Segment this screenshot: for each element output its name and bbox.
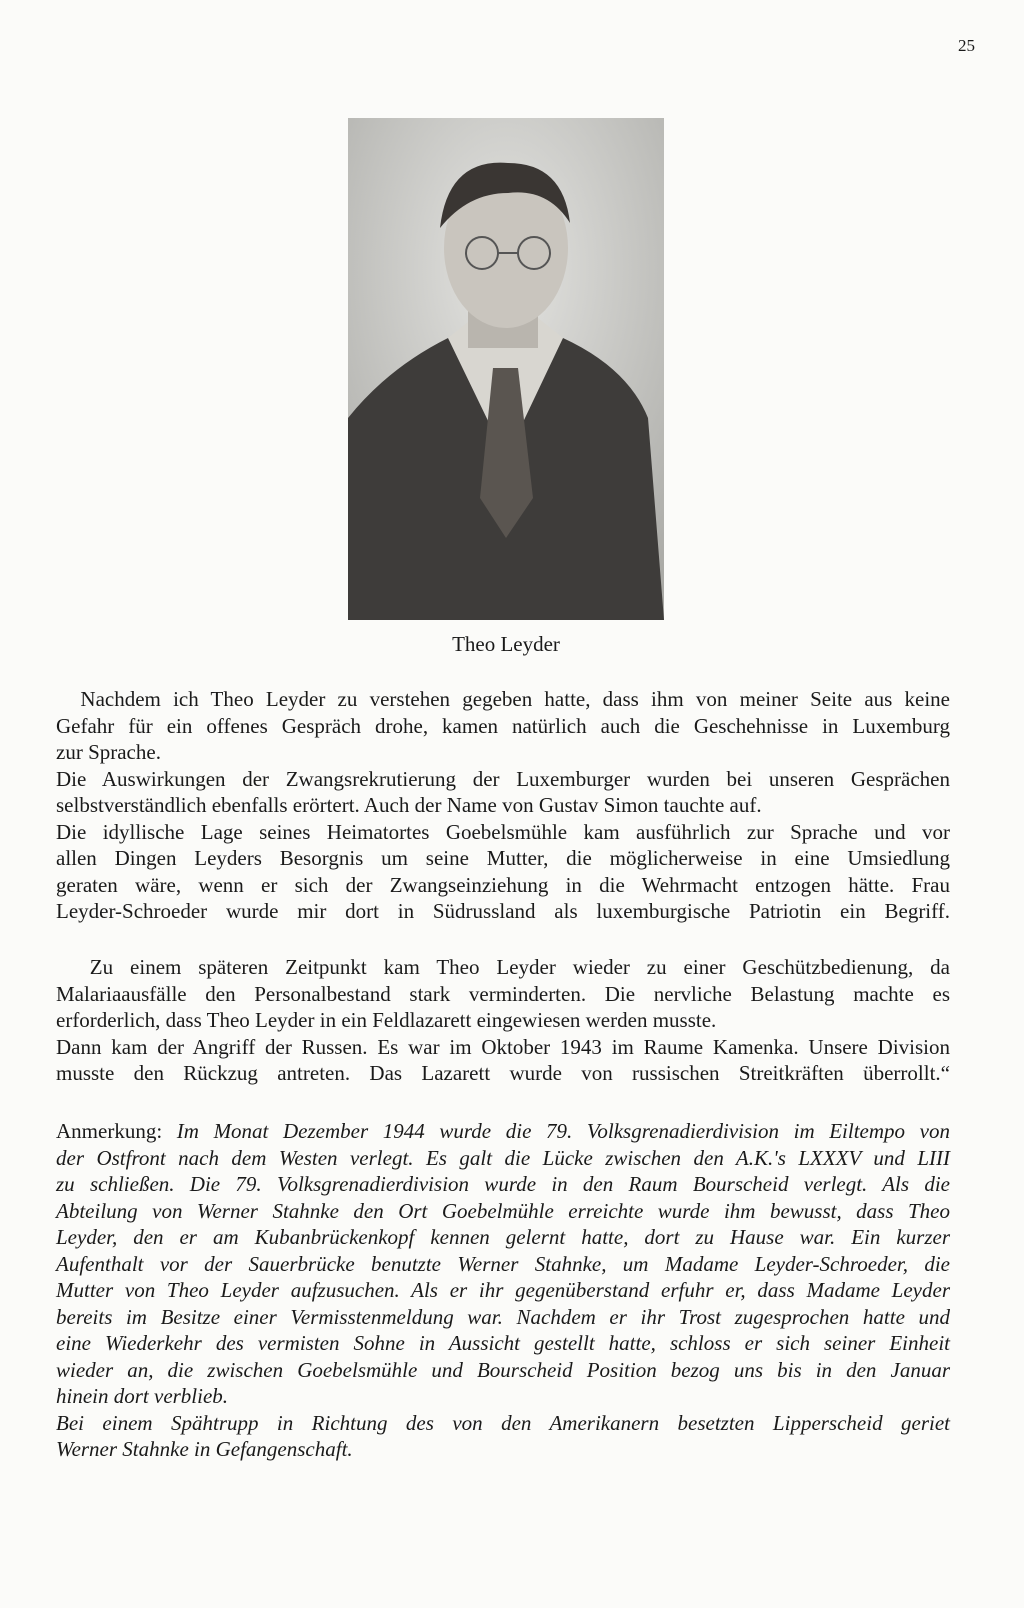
- text-line: Aufenthalt vor der Sauerbrücke benutzte Werner Stahnke, um Madame Leyder-Schroeder, die: [56, 1251, 950, 1276]
- paragraph-2: [56, 954, 950, 1087]
- text-line: selbstverständlich ebenfalls erörtert. Auch der Name von Gustav Simon tauchte auf.: [56, 793, 762, 817]
- photo-caption: Theo Leyder: [452, 632, 560, 656]
- text-line: hinein dort verblieb.: [56, 1384, 229, 1408]
- text-line: Leyder-Schroeder wurde mir dort in Südrussland als luxemburgische Patriotin ein Begriff.: [56, 899, 950, 923]
- text-line: Zu einem späteren Zeitpunkt kam Theo Leyder wieder zu einer Geschützbedienung, da: [56, 955, 950, 979]
- note-text: Im Monat Dezember 1944 wurde die 79. Volksgrenadierdivision im Eiltempo von: [176, 1119, 950, 1143]
- text-line: eine Wiederkehr des vermisten Sohne in Aussicht gestellt hatte, schloss er sich seiner Einheit: [56, 1331, 950, 1355]
- text-line: geraten wäre, wenn er sich der Zwangseinziehung in die Wehrmacht entzogen hätte. Frau: [56, 872, 950, 897]
- text-line: Gefahr für ein offenes Gespräch drohe, kamen natürlich auch die Geschehnisse in Luxemburg: [56, 713, 950, 738]
- text-line: wieder an, die zwischen Goebelsmühle und Bourscheid Position bezog uns bis in den Januar: [56, 1357, 950, 1382]
- text-line: Abteilung von Werner Stahnke den Ort Goebelmühle erreichte wurde ihm bewusst, dass Theo: [56, 1198, 950, 1223]
- text-line: [56, 1118, 950, 1145]
- page-number: 25: [958, 36, 975, 55]
- text-line: erforderlich, dass Theo Leyder in ein Feldlazarett eingewiesen werden musste.: [56, 1008, 717, 1032]
- note-label: Anmerkung:: [56, 1119, 177, 1143]
- portrait-photo: [348, 118, 664, 620]
- text-line: Mutter von Theo Leyder aufzusuchen. Als er ihr gegenüberstand erfuhr er, dass Madame Leyder: [56, 1278, 950, 1302]
- text-line: zu schließen. Die 79. Volksgrenadierdivision wurde in den Raum Bourscheid verlegt. Als die: [56, 1172, 950, 1196]
- text-line: Nachdem ich Theo Leyder zu verstehen gegeben hatte, dass ihm von meiner Seite aus keine: [56, 687, 950, 711]
- text-line: Die Auswirkungen der Zwangsrekrutierung der Luxemburger wurden bei unseren Gesprächen: [56, 766, 950, 791]
- text-line: allen Dingen Leyders Besorgnis um seine Mutter, die möglicherweise in eine Umsiedlung: [56, 846, 950, 870]
- paragraph-1: [56, 686, 950, 925]
- text-line: Die idyllische Lage seines Heimatortes Goebelsmühle kam ausführlich zur Sprache und vor: [56, 819, 950, 844]
- text-line: bereits im Besitze einer Vermisstenmeldung war. Nachdem er ihr Trost zugesprochen hatte und: [56, 1304, 950, 1329]
- text-line: Dann kam der Angriff der Russen. Es war im Oktober 1943 im Raume Kamenka. Unsere Division: [56, 1034, 950, 1059]
- text-line: Leyder, den er am Kubanbrückenkopf kennen gelernt hatte, dort zu Hause war. Ein kurzer: [56, 1225, 950, 1249]
- text-line: Werner Stahnke in Gefangenschaft.: [56, 1437, 353, 1461]
- text-line: musste den Rückzug antreten. Das Lazarett wurde von russischen Streitkräften überrollt.“: [56, 1061, 950, 1085]
- note-paragraph: [56, 1118, 950, 1463]
- text-line: Bei einem Spähtrupp in Richtung des von den Amerikanern besetzten Lipperscheid geriet: [56, 1410, 950, 1435]
- text-line: zur Sprache.: [56, 740, 161, 764]
- text-line: der Ostfront nach dem Westen verlegt. Es galt die Lücke zwischen den A.K.'s LXXXV und LIII: [56, 1145, 950, 1170]
- text-line: Malariaausfälle den Personalbestand stark verminderten. Die nervliche Belastung machte es: [56, 981, 950, 1006]
